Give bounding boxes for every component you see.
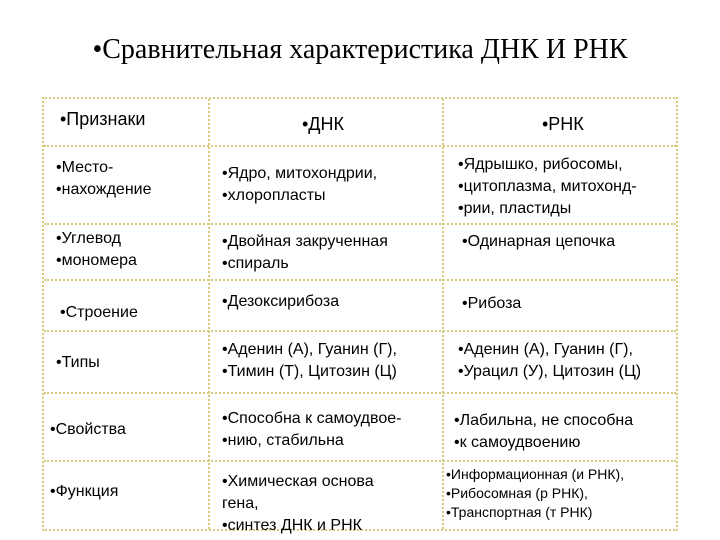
row-5-rna [454, 410, 633, 454]
row-divider [44, 223, 676, 225]
cell-line: •Типы [56, 354, 100, 371]
row-3-rna [462, 293, 521, 315]
cell-line: •Аденин (А), Гуанин (Г), [458, 341, 633, 358]
row-2-rna [462, 231, 615, 253]
cell-line: •хлоропласты [222, 187, 326, 204]
cell-line: •Урацил (У), Цитозин (Ц) [458, 363, 642, 380]
cell-line: •Химическая основа [222, 473, 374, 490]
cell-line: •к самоудвоению [454, 434, 581, 451]
row-divider [44, 460, 676, 462]
cell-line: •Строение [60, 304, 138, 321]
row-6-feature [50, 481, 118, 503]
row-divider [44, 279, 676, 281]
cell-line: •Место- [56, 159, 114, 176]
row-divider [44, 145, 676, 147]
row-4-rna [458, 339, 641, 383]
cell-line: •Аденин (А), Гуанин (Г), [222, 341, 397, 358]
row-3-dna [222, 291, 339, 313]
header-rna: •РНК [542, 114, 584, 134]
cell-line: •нию, стабильна [222, 432, 344, 449]
cell-line: •Двойная закрученная [222, 233, 388, 250]
row-5-feature [50, 419, 126, 441]
cell-line: •Рибоза [462, 295, 522, 312]
cell-line: •Способна к самоудвое- [222, 410, 402, 427]
cell-line: •Углевод [56, 230, 121, 247]
header-dna: •ДНК [302, 114, 344, 134]
row-divider [44, 330, 676, 332]
row-divider [44, 392, 676, 394]
header-features: •Признаки [60, 109, 146, 129]
cell-line: •Тимин (Т), Цитозин (Ц) [222, 363, 397, 380]
cell-line: •Одинарная цепочка [462, 233, 616, 250]
row-1-rna [458, 154, 637, 220]
cell-line: •Функция [50, 483, 119, 500]
cell-line: •рии, пластиды [458, 200, 572, 217]
cell-line: •Транспортная (т РНК) [446, 504, 593, 520]
row-6-rna [446, 465, 624, 522]
cell-line: •синтез ДНК и РНК [222, 517, 362, 534]
column-divider [208, 99, 210, 529]
cell-line: •Свойства [50, 421, 126, 438]
row-1-dna [222, 163, 377, 207]
row-5-dna [222, 408, 401, 452]
cell-line: •цитоплазма, митохонд- [458, 178, 637, 195]
row-4-feature [56, 352, 100, 374]
cell-line: •Информационная (и РНК), [446, 466, 625, 482]
row-4-dna [222, 339, 397, 383]
cell-line: •Дезоксирибоза [222, 293, 340, 310]
row-1-feature [56, 157, 151, 201]
cell-line: •Ядрышко, рибосомы, [458, 156, 623, 173]
cell-line: •спираль [222, 255, 289, 272]
cell-line: •нахождение [56, 181, 152, 198]
row-2-dna [222, 231, 388, 275]
cell-line: •мономера [56, 252, 137, 269]
comparison-table [42, 97, 678, 534]
row-2-feature [56, 228, 137, 272]
slide-title: •Сравнительная характеристика ДНК И РНК [92, 34, 628, 65]
row-3-feature [60, 302, 138, 324]
row-6-dna [222, 471, 374, 537]
cell-line: •Ядро, митохондрии, [222, 165, 378, 182]
cell-line: •Лабильна, не способна [454, 412, 634, 429]
column-divider [442, 99, 444, 529]
cell-line: •Рибосомная (р РНК), [446, 485, 588, 501]
cell-line: гена, [222, 495, 259, 512]
